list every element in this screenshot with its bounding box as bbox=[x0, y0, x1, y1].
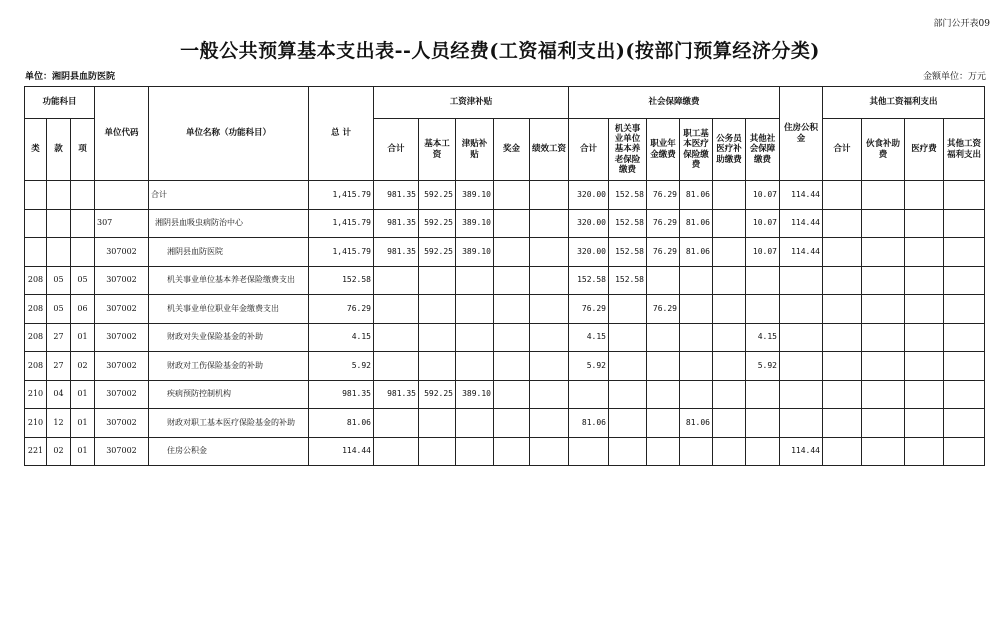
other-group-header: 其他工资福利支出 bbox=[823, 87, 985, 119]
cell-w-allow: 389.10 bbox=[456, 209, 494, 238]
wage-col-header: 合计 bbox=[374, 119, 419, 181]
cell-w-perf bbox=[530, 295, 569, 324]
cell-s-other: 5.92 bbox=[746, 352, 780, 381]
cell-s-other: 10.07 bbox=[746, 181, 780, 210]
cell-s-annuity: 76.29 bbox=[647, 238, 680, 267]
cell-o-med bbox=[905, 352, 944, 381]
cell-code: 307002 bbox=[95, 266, 149, 295]
cell-w-perf bbox=[530, 323, 569, 352]
cell-w-perf bbox=[530, 437, 569, 466]
cell-total: 981.35 bbox=[309, 380, 374, 409]
cell-o-other bbox=[944, 295, 985, 324]
cell-w-bonus bbox=[494, 409, 530, 438]
cell-total: 152.58 bbox=[309, 266, 374, 295]
social-col-header: 职工基本医疗保险缴费 bbox=[680, 119, 713, 181]
cell-lei: 221 bbox=[25, 437, 47, 466]
cell-housing bbox=[780, 323, 823, 352]
cell-o-med bbox=[905, 437, 944, 466]
cell-w-allow bbox=[456, 266, 494, 295]
cell-w-allow: 389.10 bbox=[456, 181, 494, 210]
cell-o-other bbox=[944, 238, 985, 267]
cell-code: 307002 bbox=[95, 238, 149, 267]
cell-w-total bbox=[374, 352, 419, 381]
cell-w-allow bbox=[456, 295, 494, 324]
table-row bbox=[25, 437, 985, 466]
cell-s-other bbox=[746, 266, 780, 295]
cell-o-med bbox=[905, 323, 944, 352]
cell-kuan: 02 bbox=[47, 437, 71, 466]
cell-w-allow bbox=[456, 352, 494, 381]
cell-o-total bbox=[823, 266, 862, 295]
cell-code: 307002 bbox=[95, 295, 149, 324]
cell-s-annuity: 76.29 bbox=[647, 181, 680, 210]
cell-s-civil bbox=[713, 295, 746, 324]
cell-o-meal bbox=[862, 323, 905, 352]
cell-total: 4.15 bbox=[309, 323, 374, 352]
cell-o-other bbox=[944, 266, 985, 295]
table-row bbox=[25, 238, 985, 267]
xiang-header: 项 bbox=[71, 119, 95, 181]
cell-name: 财政对工伤保险基金的补助 bbox=[149, 352, 309, 381]
cell-code: 307002 bbox=[95, 380, 149, 409]
other-col-header: 合计 bbox=[823, 119, 862, 181]
cell-name: 住房公积金 bbox=[149, 437, 309, 466]
table-row bbox=[25, 352, 985, 381]
cell-w-total: 981.35 bbox=[374, 181, 419, 210]
cell-w-total bbox=[374, 295, 419, 324]
cell-o-total bbox=[823, 209, 862, 238]
table-row bbox=[25, 181, 985, 210]
cell-code: 307002 bbox=[95, 437, 149, 466]
cell-s-civil bbox=[713, 181, 746, 210]
cell-s-civil bbox=[713, 380, 746, 409]
cell-w-bonus bbox=[494, 323, 530, 352]
cell-o-meal bbox=[862, 295, 905, 324]
cell-s-pension bbox=[609, 437, 647, 466]
cell-o-total bbox=[823, 409, 862, 438]
social-group-header: 社会保障缴费 bbox=[569, 87, 780, 119]
cell-w-perf bbox=[530, 238, 569, 267]
cell-name: 机关事业单位基本养老保险缴费支出 bbox=[149, 266, 309, 295]
cell-s-civil bbox=[713, 352, 746, 381]
unit-code-header: 单位代码 bbox=[95, 87, 149, 181]
cell-housing: 114.44 bbox=[780, 437, 823, 466]
cell-s-other bbox=[746, 380, 780, 409]
cell-o-other bbox=[944, 352, 985, 381]
cell-s-pension bbox=[609, 352, 647, 381]
cell-s-medical bbox=[680, 295, 713, 324]
cell-s-annuity bbox=[647, 266, 680, 295]
cell-o-total bbox=[823, 295, 862, 324]
cell-xiang bbox=[71, 181, 95, 210]
cell-lei: 210 bbox=[25, 380, 47, 409]
budget-table bbox=[24, 86, 985, 466]
table-row bbox=[25, 323, 985, 352]
lei-header: 类 bbox=[25, 119, 47, 181]
cell-o-med bbox=[905, 380, 944, 409]
cell-code: 307002 bbox=[95, 323, 149, 352]
cell-s-annuity bbox=[647, 380, 680, 409]
cell-s-medical bbox=[680, 266, 713, 295]
cell-s-total: 4.15 bbox=[569, 323, 609, 352]
cell-s-annuity bbox=[647, 352, 680, 381]
cell-w-perf bbox=[530, 266, 569, 295]
cell-w-basic bbox=[419, 266, 456, 295]
cell-s-total bbox=[569, 380, 609, 409]
wage-col-header: 绩效工资 bbox=[530, 119, 569, 181]
cell-code: 307002 bbox=[95, 352, 149, 381]
cell-kuan: 04 bbox=[47, 380, 71, 409]
table-code: 部门公开表09 bbox=[933, 19, 990, 29]
cell-w-allow bbox=[456, 323, 494, 352]
cell-w-bonus bbox=[494, 238, 530, 267]
cell-s-annuity: 76.29 bbox=[647, 209, 680, 238]
cell-w-total bbox=[374, 266, 419, 295]
cell-w-bonus bbox=[494, 352, 530, 381]
cell-o-total bbox=[823, 437, 862, 466]
cell-s-pension: 152.58 bbox=[609, 181, 647, 210]
cell-o-other bbox=[944, 409, 985, 438]
cell-w-bonus bbox=[494, 266, 530, 295]
cell-s-civil bbox=[713, 209, 746, 238]
cell-housing bbox=[780, 352, 823, 381]
cell-s-total bbox=[569, 437, 609, 466]
cell-s-pension bbox=[609, 295, 647, 324]
cell-s-other bbox=[746, 437, 780, 466]
cell-name: 合计 bbox=[149, 181, 309, 210]
cell-kuan bbox=[47, 209, 71, 238]
table-row bbox=[25, 409, 985, 438]
cell-s-pension: 152.58 bbox=[609, 266, 647, 295]
cell-s-medical bbox=[680, 437, 713, 466]
cell-s-total: 152.58 bbox=[569, 266, 609, 295]
cell-w-bonus bbox=[494, 181, 530, 210]
cell-o-other bbox=[944, 380, 985, 409]
cell-name: 财政对职工基本医疗保险基金的补助 bbox=[149, 409, 309, 438]
cell-s-pension: 152.58 bbox=[609, 238, 647, 267]
cell-w-perf bbox=[530, 380, 569, 409]
cell-s-medical bbox=[680, 352, 713, 381]
social-col-header: 职业年金缴费 bbox=[647, 119, 680, 181]
cell-w-total bbox=[374, 437, 419, 466]
cell-o-meal bbox=[862, 409, 905, 438]
cell-o-other bbox=[944, 323, 985, 352]
cell-o-total bbox=[823, 323, 862, 352]
cell-o-other bbox=[944, 209, 985, 238]
cell-w-perf bbox=[530, 209, 569, 238]
cell-s-civil bbox=[713, 323, 746, 352]
cell-w-total bbox=[374, 323, 419, 352]
cell-xiang bbox=[71, 209, 95, 238]
cell-o-total bbox=[823, 352, 862, 381]
func-subject-header: 功能科目 bbox=[25, 87, 95, 119]
cell-w-basic bbox=[419, 323, 456, 352]
other-col-header: 伙食补助费 bbox=[862, 119, 905, 181]
cell-housing bbox=[780, 295, 823, 324]
unit-label: 单位：湘阴县血防医院 bbox=[25, 72, 116, 82]
cell-s-civil bbox=[713, 238, 746, 267]
cell-kuan: 05 bbox=[47, 295, 71, 324]
cell-w-bonus bbox=[494, 209, 530, 238]
housing-header: 住房公积金 bbox=[780, 87, 823, 181]
cell-s-other bbox=[746, 295, 780, 324]
cell-housing: 114.44 bbox=[780, 181, 823, 210]
cell-lei: 208 bbox=[25, 266, 47, 295]
cell-s-civil bbox=[713, 437, 746, 466]
cell-w-allow: 389.10 bbox=[456, 238, 494, 267]
cell-s-civil bbox=[713, 266, 746, 295]
cell-w-basic bbox=[419, 437, 456, 466]
kuan-header: 款 bbox=[47, 119, 71, 181]
cell-o-med bbox=[905, 266, 944, 295]
cell-w-basic: 592.25 bbox=[419, 209, 456, 238]
cell-s-total: 5.92 bbox=[569, 352, 609, 381]
cell-total: 1,415.79 bbox=[309, 209, 374, 238]
cell-w-bonus bbox=[494, 295, 530, 324]
cell-s-annuity bbox=[647, 409, 680, 438]
cell-name: 机关事业单位职业年金缴费支出 bbox=[149, 295, 309, 324]
cell-o-total bbox=[823, 181, 862, 210]
cell-lei bbox=[25, 181, 47, 210]
cell-housing bbox=[780, 266, 823, 295]
cell-w-allow: 389.10 bbox=[456, 380, 494, 409]
cell-housing: 114.44 bbox=[780, 209, 823, 238]
cell-w-perf bbox=[530, 352, 569, 381]
social-col-header: 机关事业单位基本养老保险缴费 bbox=[609, 119, 647, 181]
cell-w-total: 981.35 bbox=[374, 238, 419, 267]
cell-kuan bbox=[47, 181, 71, 210]
cell-w-allow bbox=[456, 409, 494, 438]
cell-xiang: 01 bbox=[71, 323, 95, 352]
cell-name: 湘阴县血防医院 bbox=[149, 238, 309, 267]
cell-o-meal bbox=[862, 380, 905, 409]
cell-o-meal bbox=[862, 437, 905, 466]
cell-s-total: 81.06 bbox=[569, 409, 609, 438]
wage-col-header: 津贴补贴 bbox=[456, 119, 494, 181]
cell-o-total bbox=[823, 380, 862, 409]
cell-xiang: 06 bbox=[71, 295, 95, 324]
wage-col-header: 奖金 bbox=[494, 119, 530, 181]
cell-s-medical bbox=[680, 380, 713, 409]
cell-kuan: 12 bbox=[47, 409, 71, 438]
cell-total: 1,415.79 bbox=[309, 181, 374, 210]
cell-lei: 208 bbox=[25, 323, 47, 352]
cell-s-other bbox=[746, 409, 780, 438]
cell-w-basic: 592.25 bbox=[419, 238, 456, 267]
cell-w-allow bbox=[456, 437, 494, 466]
cell-name: 湘阴县血吸虫病防治中心 bbox=[149, 209, 309, 238]
cell-lei: 208 bbox=[25, 295, 47, 324]
table-body bbox=[25, 181, 985, 466]
cell-s-medical: 81.06 bbox=[680, 238, 713, 267]
cell-w-perf bbox=[530, 181, 569, 210]
cell-xiang: 01 bbox=[71, 380, 95, 409]
cell-xiang bbox=[71, 238, 95, 267]
cell-o-other bbox=[944, 437, 985, 466]
cell-total: 76.29 bbox=[309, 295, 374, 324]
cell-housing bbox=[780, 409, 823, 438]
cell-s-civil bbox=[713, 409, 746, 438]
cell-s-pension bbox=[609, 323, 647, 352]
cell-w-basic: 592.25 bbox=[419, 380, 456, 409]
cell-lei: 208 bbox=[25, 352, 47, 381]
cell-name: 财政对失业保险基金的补助 bbox=[149, 323, 309, 352]
cell-o-meal bbox=[862, 266, 905, 295]
cell-s-medical bbox=[680, 323, 713, 352]
cell-w-perf bbox=[530, 409, 569, 438]
cell-s-total: 320.00 bbox=[569, 181, 609, 210]
cell-o-med bbox=[905, 295, 944, 324]
other-col-header: 医疗费 bbox=[905, 119, 944, 181]
table-row bbox=[25, 380, 985, 409]
table-row bbox=[25, 209, 985, 238]
cell-s-pension: 152.58 bbox=[609, 209, 647, 238]
cell-o-meal bbox=[862, 238, 905, 267]
social-col-header: 合计 bbox=[569, 119, 609, 181]
cell-w-basic: 592.25 bbox=[419, 181, 456, 210]
cell-s-pension bbox=[609, 409, 647, 438]
cell-xiang: 01 bbox=[71, 437, 95, 466]
cell-s-other: 10.07 bbox=[746, 209, 780, 238]
cell-housing bbox=[780, 380, 823, 409]
cell-name: 疾病预防控制机构 bbox=[149, 380, 309, 409]
cell-o-other bbox=[944, 181, 985, 210]
cell-o-med bbox=[905, 209, 944, 238]
cell-w-total: 981.35 bbox=[374, 209, 419, 238]
cell-s-medical: 81.06 bbox=[680, 181, 713, 210]
unit-name-header: 单位名称（功能科目） bbox=[149, 87, 309, 181]
table-row bbox=[25, 295, 985, 324]
cell-lei: 210 bbox=[25, 409, 47, 438]
social-col-header: 公务员医疗补助缴费 bbox=[713, 119, 746, 181]
cell-o-meal bbox=[862, 209, 905, 238]
cell-total: 1,415.79 bbox=[309, 238, 374, 267]
wage-col-header: 基本工资 bbox=[419, 119, 456, 181]
cell-code bbox=[95, 181, 149, 210]
cell-s-annuity bbox=[647, 437, 680, 466]
cell-w-bonus bbox=[494, 437, 530, 466]
cell-o-meal bbox=[862, 352, 905, 381]
cell-s-total: 320.00 bbox=[569, 209, 609, 238]
cell-total: 114.44 bbox=[309, 437, 374, 466]
other-col-header: 其他工资福利支出 bbox=[944, 119, 985, 181]
cell-xiang: 02 bbox=[71, 352, 95, 381]
cell-kuan: 05 bbox=[47, 266, 71, 295]
cell-o-total bbox=[823, 238, 862, 267]
cell-s-pension bbox=[609, 380, 647, 409]
cell-code: 307 bbox=[95, 209, 149, 238]
cell-w-basic bbox=[419, 352, 456, 381]
cell-s-total: 320.00 bbox=[569, 238, 609, 267]
cell-w-basic bbox=[419, 409, 456, 438]
wage-group-header: 工资津补贴 bbox=[374, 87, 569, 119]
cell-xiang: 05 bbox=[71, 266, 95, 295]
table-row bbox=[25, 266, 985, 295]
cell-lei bbox=[25, 209, 47, 238]
cell-s-other: 10.07 bbox=[746, 238, 780, 267]
social-col-header: 其他社会保障缴费 bbox=[746, 119, 780, 181]
page-title: 一般公共预算基本支出表--人员经费(工资福利支出)(按部门预算经济分类) bbox=[180, 40, 820, 62]
cell-s-medical: 81.06 bbox=[680, 409, 713, 438]
cell-s-medical: 81.06 bbox=[680, 209, 713, 238]
cell-w-total bbox=[374, 409, 419, 438]
cell-o-med bbox=[905, 409, 944, 438]
cell-total: 5.92 bbox=[309, 352, 374, 381]
cell-code: 307002 bbox=[95, 409, 149, 438]
cell-s-total: 76.29 bbox=[569, 295, 609, 324]
cell-w-bonus bbox=[494, 380, 530, 409]
cell-kuan: 27 bbox=[47, 352, 71, 381]
cell-o-med bbox=[905, 238, 944, 267]
cell-kuan: 27 bbox=[47, 323, 71, 352]
cell-lei bbox=[25, 238, 47, 267]
cell-kuan bbox=[47, 238, 71, 267]
cell-xiang: 01 bbox=[71, 409, 95, 438]
cell-w-total: 981.35 bbox=[374, 380, 419, 409]
total-header: 总 计 bbox=[309, 87, 374, 181]
cell-w-basic bbox=[419, 295, 456, 324]
cell-s-annuity bbox=[647, 323, 680, 352]
cell-o-meal bbox=[862, 181, 905, 210]
cell-o-med bbox=[905, 181, 944, 210]
cell-total: 81.06 bbox=[309, 409, 374, 438]
cell-s-annuity: 76.29 bbox=[647, 295, 680, 324]
cell-housing: 114.44 bbox=[780, 238, 823, 267]
money-unit-label: 金额单位：万元 bbox=[922, 72, 986, 82]
cell-s-other: 4.15 bbox=[746, 323, 780, 352]
